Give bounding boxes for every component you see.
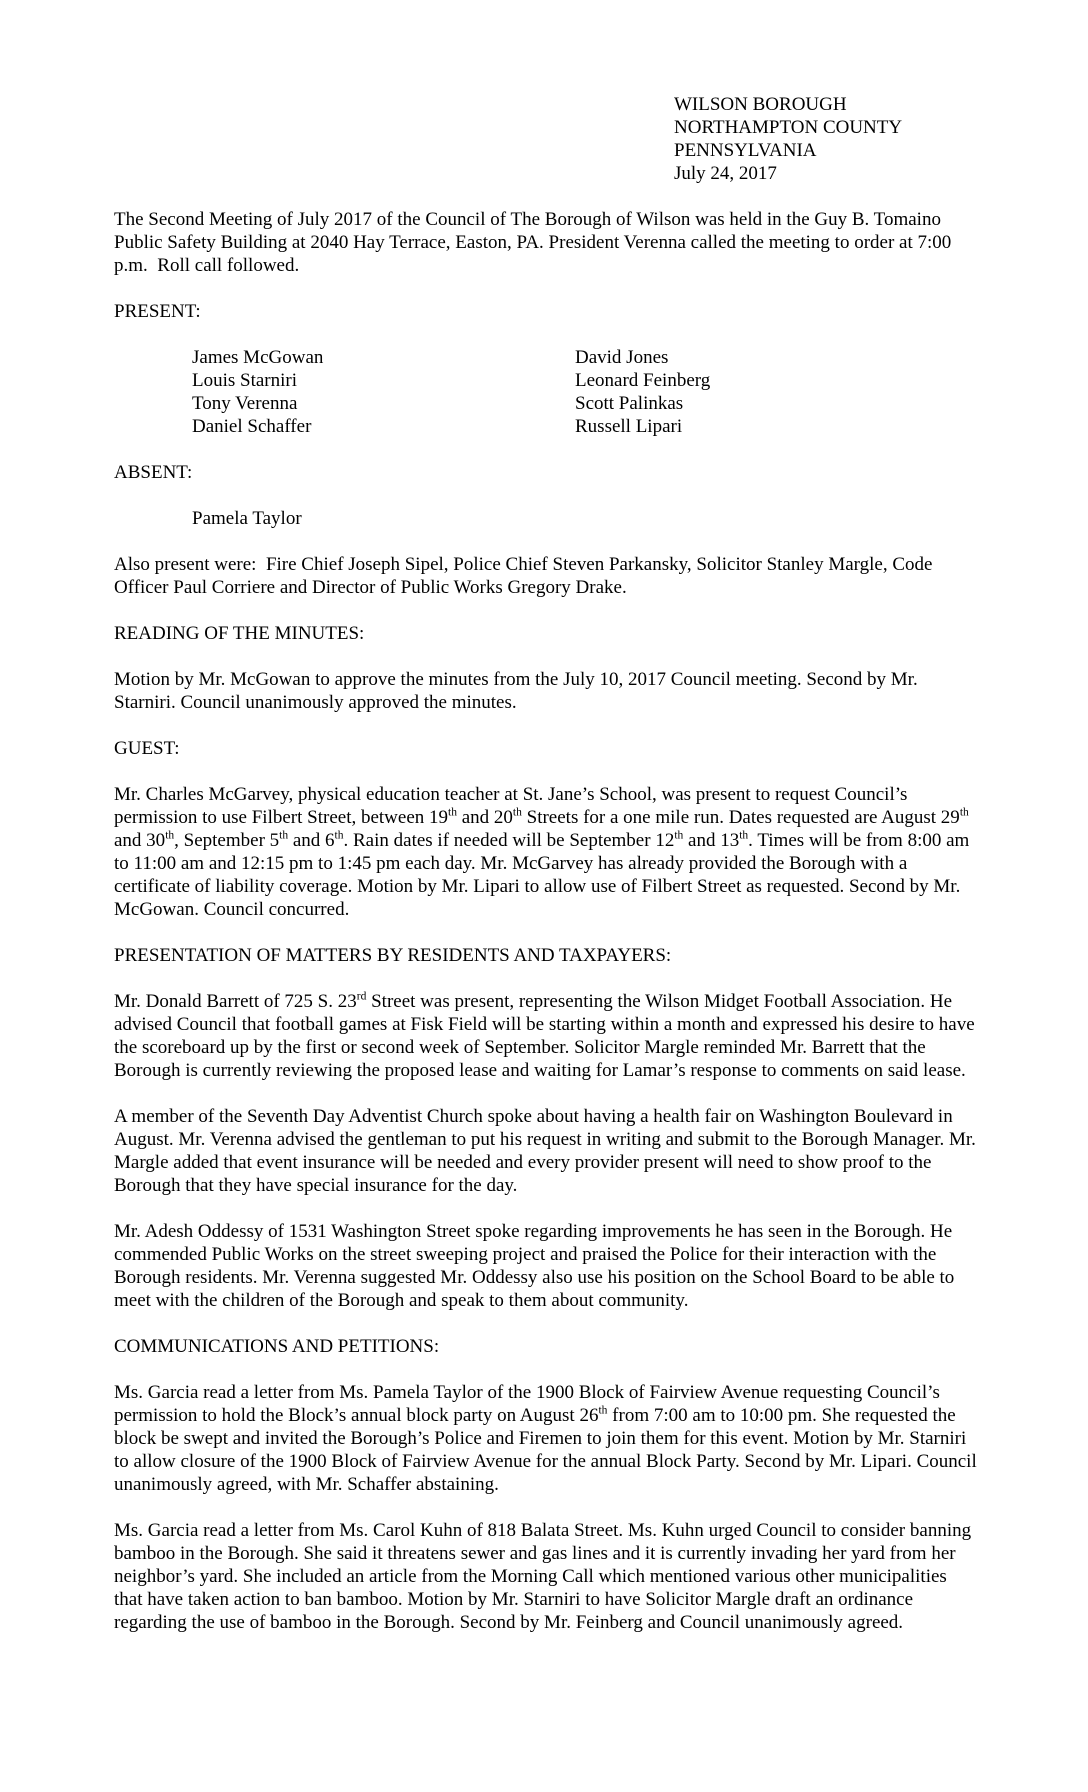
absent-heading: ABSENT: <box>114 462 193 483</box>
header-state: PENNSYLVANIA <box>674 140 817 161</box>
guest-heading: GUEST: <box>114 738 180 759</box>
guest-paragraph: Mr. Charles McGarvey, physical education teacher at St. Jane’s School, was present to request Council’s permission to use Filbert Street, between 19th and 20th Streets for a one mile run. Dates requested are August 29th and 30th, September 5th and 6th. Rain dates if needed will be September 12th and 13th. Times will be from 8:00 am to 11:00 am and 12:15 pm to 1:45 pm each day. Mr. McGarvey has already provided the Borough with a certificate of liability coverage. Motion by Mr. Lipari to allow use of Filbert Street as requested. Second by Mr. McGowan. Council concurred. <box>114 784 970 920</box>
reading-of-minutes-paragraph: Motion by Mr. McGowan to approve the minutes from the July 10, 2017 Council meeting. Second by Mr. Starniri. Council unanimously approved the minutes. <box>114 669 918 713</box>
present-column-1 <box>192 346 575 438</box>
present-member-name: Leonard Feinberg <box>575 370 711 391</box>
present-member-name: Daniel Schaffer <box>192 416 312 437</box>
communications-paragraph-block-party: Ms. Garcia read a letter from Ms. Pamela Taylor of the 1900 Block of Fairview Avenue requesting Council’s permission to hold the Block’s annual block party on August 26th from 7:00 am to 10:00 pm. She requested the block be swept and invited the Borough’s Police and Firemen to join them for this event. Motion by Mr. Starniri to allow closure of the 1900 Block of Fairview Avenue for the annual Block Party. Second by Mr. Lipari. Council unanimously agreed, with Mr. Schaffer abstaining. <box>114 1382 977 1495</box>
present-member-name: Tony Verenna <box>192 393 298 414</box>
present-name-list <box>114 346 978 438</box>
presentation-paragraph-barrett: Mr. Donald Barrett of 725 S. 23rd Street was present, representing the Wilson Midget Football Association. He advised Council that football games at Fisk Field will be starting within a month and expressed his desire to have the scoreboard up by the first or second week of September. Solicitor Margle reminded Mr. Barrett that the Borough is currently reviewing the proposed lease and waiting for Lamar’s response to comments on said lease. <box>114 990 975 1081</box>
header-county: NORTHAMPTON COUNTY <box>674 117 903 138</box>
header-borough-name: WILSON BOROUGH <box>674 94 847 115</box>
absent-member-name: Pamela Taylor <box>192 508 302 529</box>
present-member-name: David Jones <box>575 347 669 368</box>
reading-of-minutes-heading: READING OF THE MINUTES: <box>114 623 365 644</box>
presentation-of-matters-heading: PRESENTATION OF MATTERS BY RESIDENTS AND TAXPAYERS: <box>114 945 672 966</box>
intro-paragraph: The Second Meeting of July 2017 of the Council of The Borough of Wilson was held in the Guy B. Tomaino Public Safety Building at 2040 Hay Terrace, Easton, PA. President Verenna called the meeting to order at 7:00 p.m. Roll call followed. <box>114 209 952 276</box>
present-member-name: James McGowan <box>192 347 324 368</box>
communications-and-petitions-heading: COMMUNICATIONS AND PETITIONS: <box>114 1336 440 1357</box>
present-heading: PRESENT: <box>114 301 201 322</box>
presentation-paragraph-church: A member of the Seventh Day Adventist Church spoke about having a health fair on Washington Boulevard in August. Mr. Verenna advised the gentleman to put his request in writing and submit to the Borough Manager. Mr. Margle added that event insurance will be needed and every provider present will need to show proof to the Borough that they have special insurance for the day. <box>114 1106 976 1196</box>
header-date: July 24, 2017 <box>674 163 777 184</box>
document-header-block <box>674 93 978 185</box>
presentation-paragraph-oddessy: Mr. Adesh Oddessy of 1531 Washington Street spoke regarding improvements he has seen in the Borough. He commended Public Works on the street sweeping project and praised the Police for their interaction with the Borough residents. Mr. Verenna suggested Mr. Oddessy also use his position on the School Board to be able to meet with the children of the Borough and speak to them about community. <box>114 1221 955 1311</box>
also-present-paragraph: Also present were: Fire Chief Joseph Sipel, Police Chief Steven Parkansky, Solicitor Stanley Margle, Code Officer Paul Corriere and Director of Public Works Gregory Drake. <box>114 554 933 598</box>
present-column-2 <box>575 346 710 438</box>
present-member-name: Louis Starniri <box>192 370 298 391</box>
present-member-name: Scott Palinkas <box>575 393 684 414</box>
communications-paragraph-bamboo: Ms. Garcia read a letter from Ms. Carol Kuhn of 818 Balata Street. Ms. Kuhn urged Council to consider banning bamboo in the Borough. She said it threatens sewer and gas lines and it is currently invading her yard from her neighbor’s yard. She included an article from the Morning Call which mentioned various other municipalities that have taken action to ban bamboo. Motion by Mr. Starniri to have Solicitor Margle draft an ordinance regarding the use of bamboo in the Borough. Second by Mr. Feinberg and Council unanimously agreed. <box>114 1520 972 1633</box>
present-member-name: Russell Lipari <box>575 416 683 437</box>
